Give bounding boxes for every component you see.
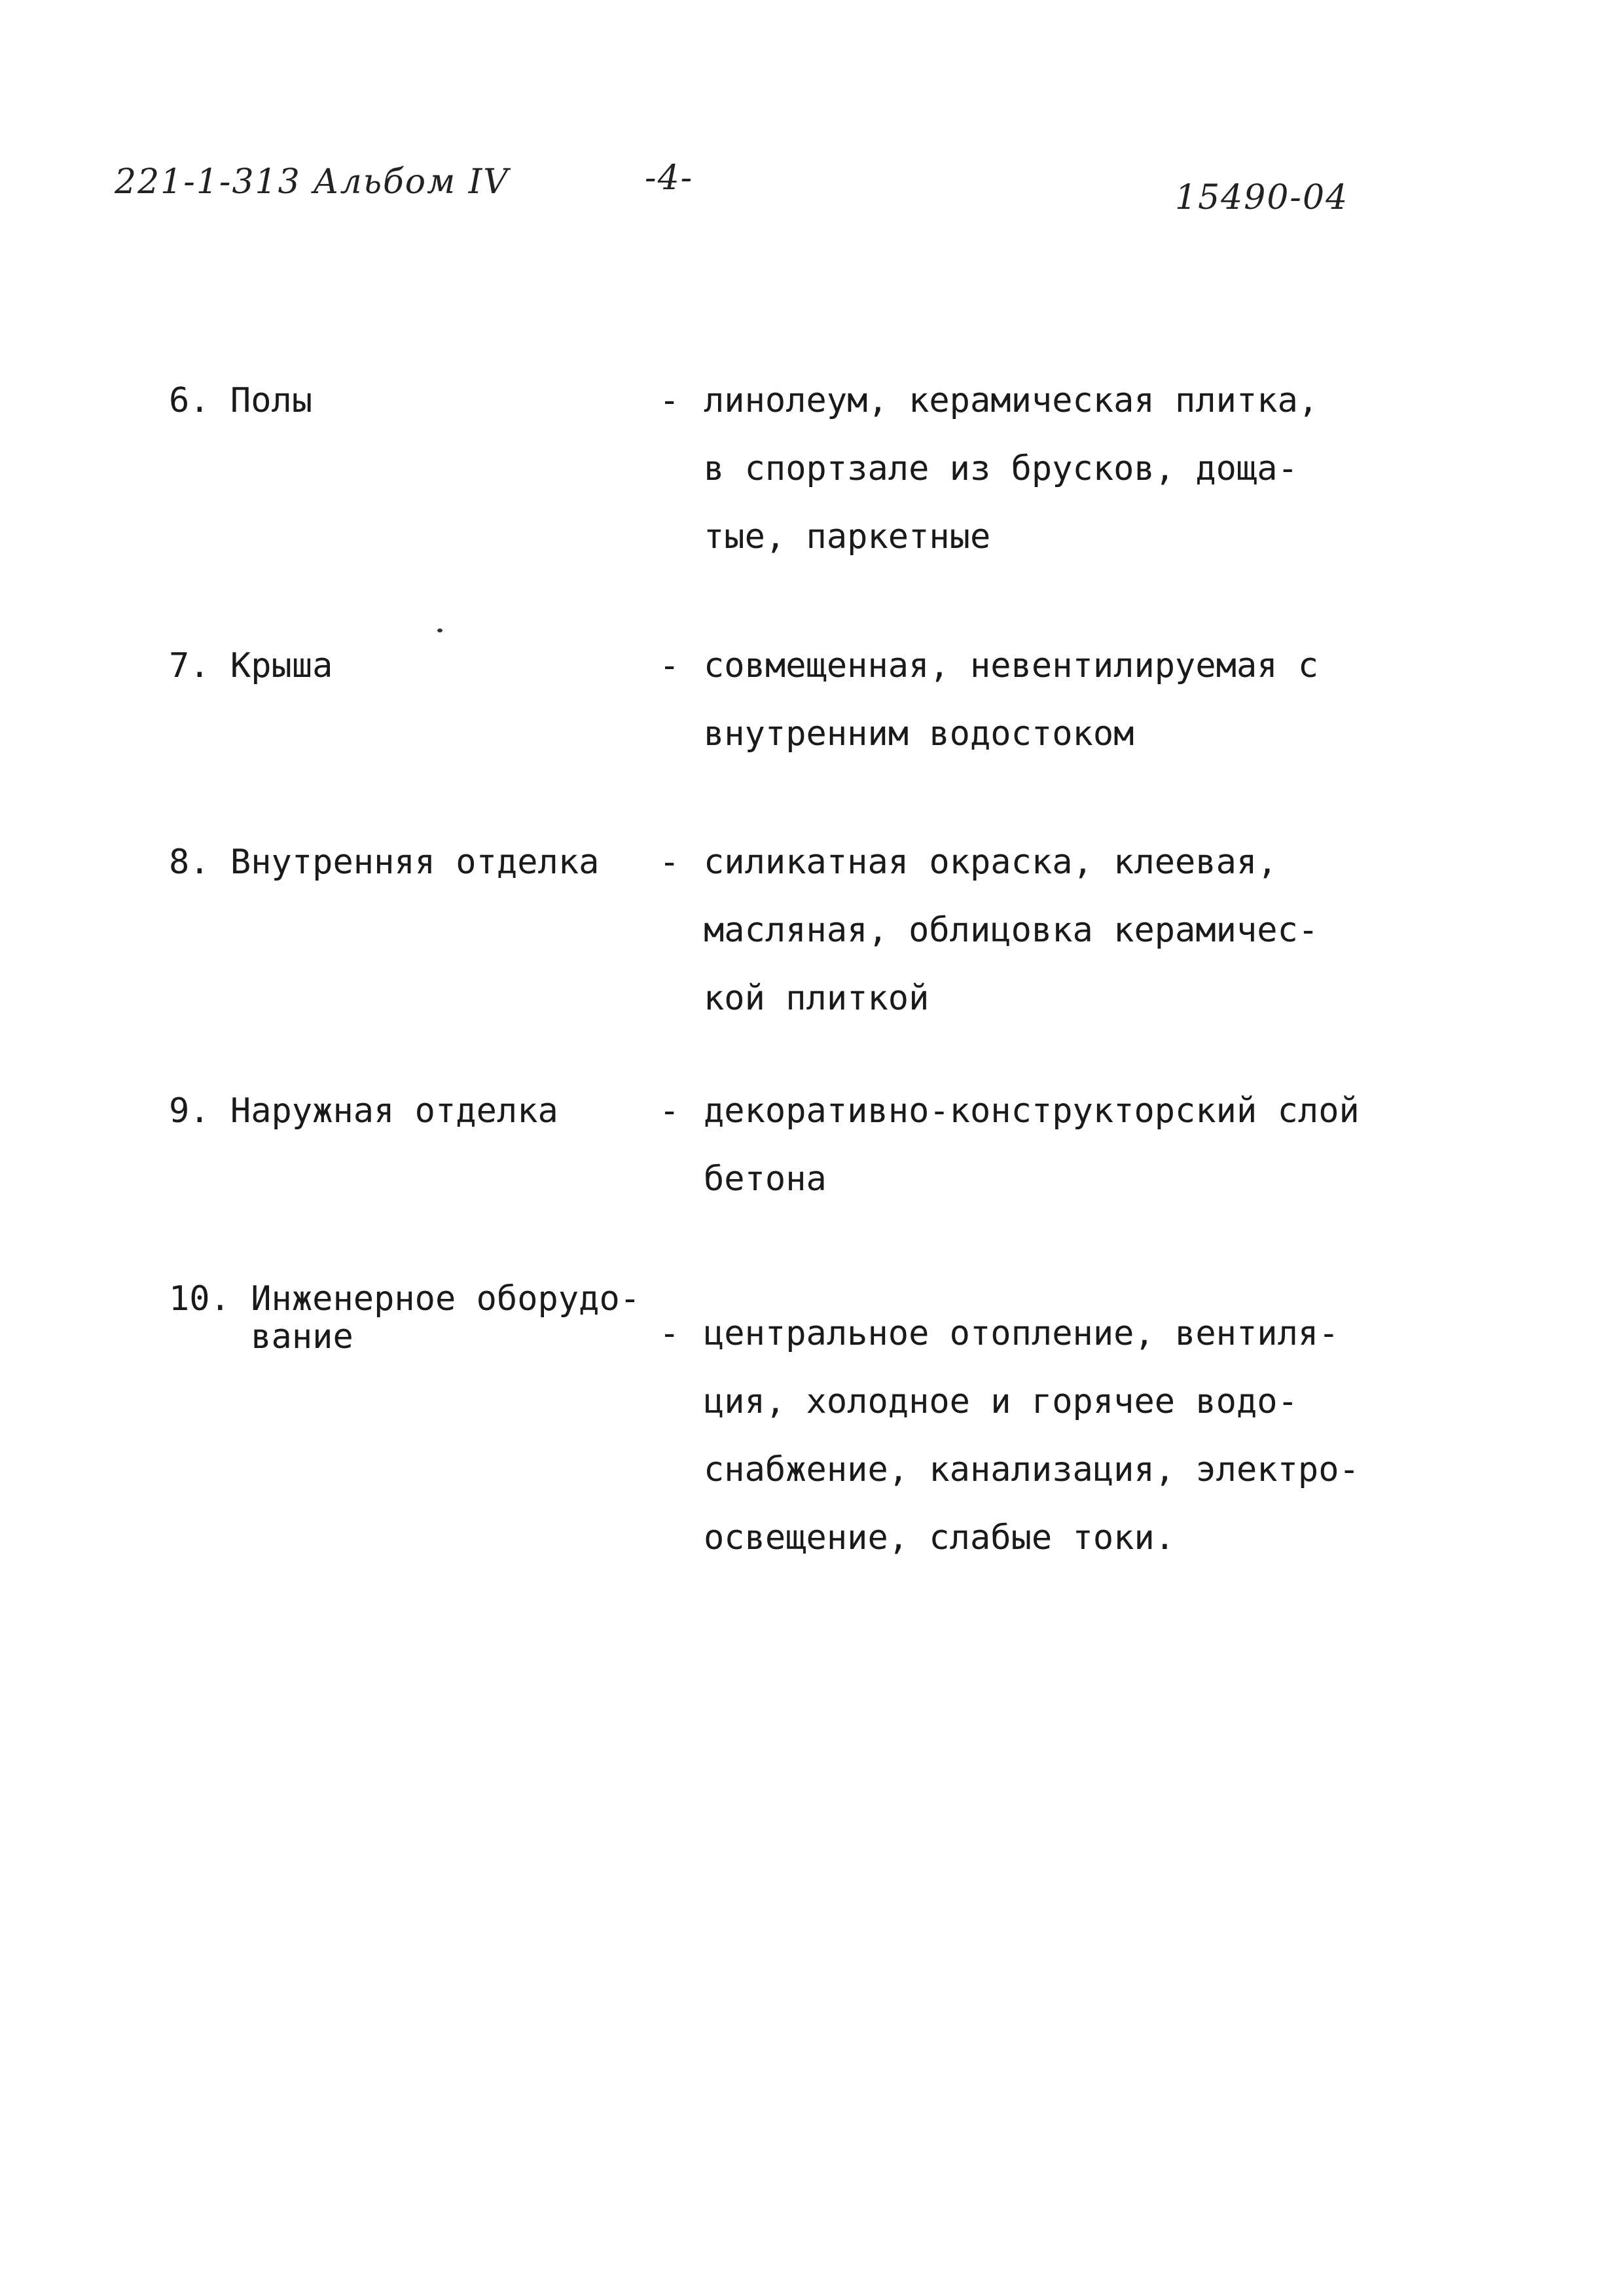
dash-marker: - [659,381,680,420]
document-number: 15490-04 [1175,178,1349,217]
description-line: внутренним водостоком [704,714,1134,754]
item-description [659,828,1456,1032]
dash-marker: - [659,1314,680,1353]
item-description [659,632,1456,768]
item-label: 6. Полы [169,381,313,420]
description-line: масляная, облицовка керамичес- [704,911,1319,950]
description-line: в спортзале из брусков, доща- [704,449,1298,488]
description-line: - линолеум, керамическая плитка, [704,367,1456,435]
album-reference: 221-1-313 Альбом IV [115,162,509,202]
scan-speck [437,629,442,632]
dash-marker: - [659,646,680,685]
description-line: освещение, слабые токи. [704,1518,1176,1558]
item-label: 10. Инженерное оборудо- вание [169,1279,641,1357]
page-number: -4- [645,158,694,198]
description-line: тые, паркетные [704,517,991,556]
description-line: - силикатная окраска, клеевая, [704,828,1456,896]
description-line: - центральное отопление, вентиля- [704,1300,1456,1368]
item-description [659,1300,1456,1572]
dash-marker: - [659,843,680,882]
description-line: - совмещенная, невентилируемая с [704,632,1456,700]
description-line: кой плиткой [704,979,929,1018]
dash-marker: - [659,1091,680,1131]
item-label: 9. Наружная отделка [169,1091,558,1131]
item-label: 8. Внутренняя отделка [169,843,600,882]
description-line: снабжение, канализация, электро- [704,1450,1360,1489]
description-line: бетона [704,1159,827,1199]
description-line: ция, холодное и горячее водо- [704,1382,1298,1421]
item-description [659,1077,1456,1213]
item-label: 7. Крыша [169,646,333,685]
description-line: - декоративно-конструкторский слой [704,1077,1456,1145]
item-description [659,367,1456,571]
